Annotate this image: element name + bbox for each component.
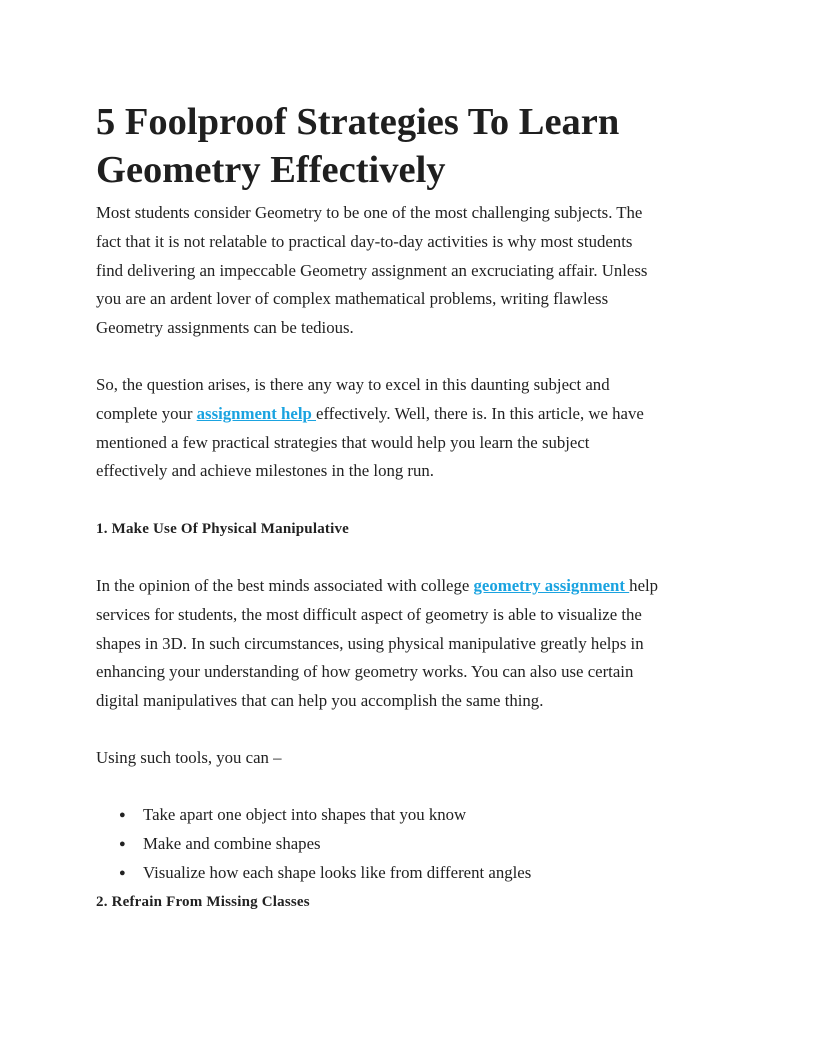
manipulative-paragraph xyxy=(96,572,658,716)
text-line: services for students, the most difficult aspect of geometry is able to visualize the xyxy=(96,604,642,624)
text-line: So, the question arises, is there any way to excel in this daunting subject and xyxy=(96,375,610,394)
text-line: effectively and achieve milestones in the long run. xyxy=(96,461,435,481)
text-line: digital manipulatives that can help you accomplish the same thing. xyxy=(96,691,544,711)
text-line: Using such tools, you can – xyxy=(96,748,282,767)
text-line: enhancing your understanding of how geometry works. You can also use certain xyxy=(96,662,634,682)
text-line: you are an ardent lover of complex mathematical problems, writing flawless xyxy=(96,289,609,309)
text: In the opinion of the best minds associated with college xyxy=(96,576,474,595)
text-line xyxy=(96,400,644,429)
title-line: Geometry Effectively xyxy=(96,149,446,191)
text-line: shapes in 3D. In such circumstances, using physical manipulative greatly helps in xyxy=(96,633,644,653)
title-line: 5 Foolproof Strategies To Learn xyxy=(96,101,620,143)
page-title xyxy=(96,98,619,194)
tools-intro xyxy=(96,744,282,773)
text-line: Most students consider Geometry to be one of the most challenging subjects. The xyxy=(96,203,643,222)
question-paragraph xyxy=(96,371,644,486)
text: effectively. Well, there is. In this article, we have xyxy=(316,403,644,423)
intro-paragraph xyxy=(96,199,647,343)
section-heading-1: 1. Make Use Of Physical Manipulative xyxy=(96,521,350,537)
list-item: ● Make and combine shapes xyxy=(96,830,531,859)
text-line: mentioned a few practical strategies that would help you learn the subject xyxy=(96,432,590,452)
assignment-help-link[interactable]: assignment help xyxy=(196,403,317,423)
text-line: find delivering an impeccable Geometry assignment an excruciating affair. Unless xyxy=(96,260,648,280)
text-line: fact that it is not relatable to practical day-to-day activities is why most students xyxy=(96,231,633,251)
geometry-assignment-link[interactable]: geometry assignment xyxy=(473,576,630,595)
text-line: Geometry assignments can be tedious. xyxy=(96,318,354,338)
list-item: ● Visualize how each shape looks like from different angles xyxy=(96,859,531,888)
text: help xyxy=(629,576,659,595)
list-item: ● Take apart one object into shapes that you know xyxy=(96,801,531,830)
section-heading-2: 2. Refrain From Missing Classes xyxy=(96,894,310,910)
bullet-list xyxy=(96,801,531,887)
text: complete your xyxy=(96,403,197,423)
text-line xyxy=(96,572,658,601)
